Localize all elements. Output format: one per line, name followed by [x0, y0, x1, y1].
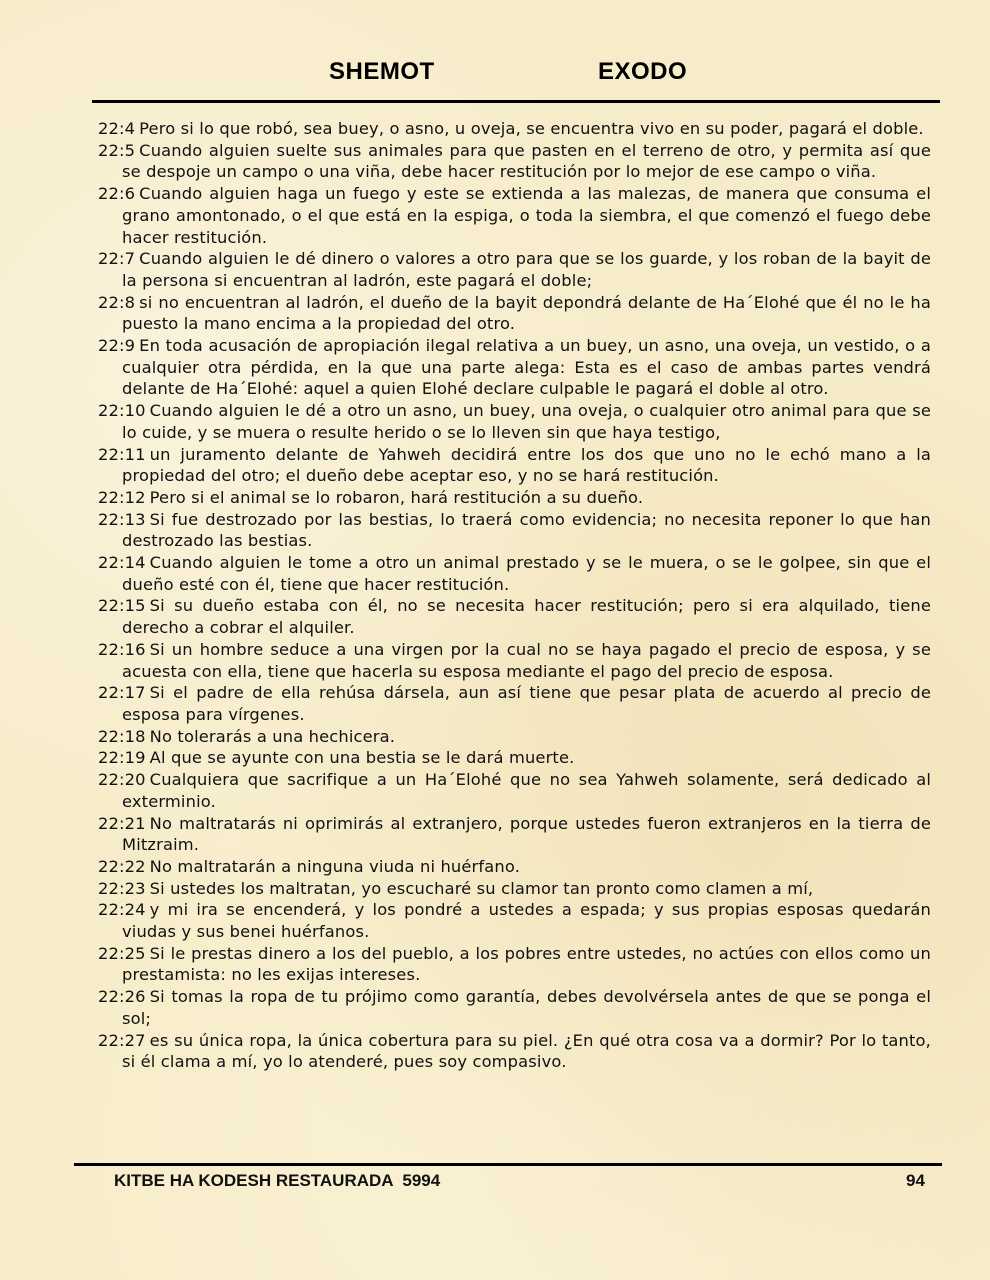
verse-ref: 22:16: [98, 639, 146, 659]
verse: [98, 943, 931, 986]
verse: [98, 509, 931, 552]
verse-text: En toda acusación de apropiación ilegal relativa a un buey, un asno, una oveja, un vestido, o a cualquier otra pérdida, en la que una parte alega: Esta es el caso de ambas partes vendrá delante de Ha´Elohé: aquel a quien Elohé declare culpable le pagará el doble al otro.: [122, 336, 931, 399]
verse: [98, 248, 931, 291]
verse: [98, 335, 931, 400]
verse: [98, 1030, 931, 1073]
verse-text: Cualquiera que sacrifique a un Ha´Elohé que no sea Yahweh solamente, será dedicado al exterminio.: [122, 770, 931, 811]
verse: [98, 292, 931, 335]
verse-ref: 22:15: [98, 596, 146, 616]
verse-ref: 22:5: [98, 140, 136, 160]
verse-ref: 22:11: [98, 444, 146, 464]
verse-text: si no encuentran al ladrón, el dueño de la bayit depondrá delante de Ha´Elohé que él no le ha puesto la mano encima a la propiedad del otro.: [122, 292, 931, 334]
verse-ref: 22:6: [98, 184, 136, 204]
verse-ref: 22:19: [98, 748, 146, 768]
verse-ref: 22:21: [98, 813, 146, 833]
verse-text: un juramento delante de Yahweh decidirá entre los dos que uno no le echó mano a la propiedad del otro; el dueño debe aceptar eso, y no se hará restitución.: [122, 444, 931, 486]
verse-text: No tolerarás a una hechicera.: [149, 726, 396, 746]
header-divider: [92, 100, 940, 103]
verse-ref: 22:8: [98, 292, 136, 312]
verse: [98, 747, 931, 769]
verse-text: y mi ira se encenderá, y los pondré a ustedes a espada; y sus propias esposas quedarán viudas y sus benei huérfanos.: [122, 900, 931, 942]
verse: [98, 552, 931, 595]
verse-ref: 22:7: [98, 249, 136, 269]
verse-list: [98, 118, 931, 1073]
verse-text: Cuando alguien haga un fuego y este se extienda a las malezas, de manera que consuma el grano amontonado, o el que está en la espiga, o toda la siembra, el que comenzó el fuego debe hacer restitución.: [122, 184, 931, 247]
verse-text: No maltratarán a ninguna viuda ni huérfano.: [149, 856, 521, 876]
verse-text: Pero si lo que robó, sea buey, o asno, u oveja, se encuentra vivo en su poder, pagará el doble.: [139, 119, 924, 138]
verse-ref: 22:25: [98, 943, 146, 963]
verse: [98, 878, 931, 900]
verse: [98, 183, 931, 248]
verse-text: Cuando alguien le tome a otro un animal prestado y se le muera, o se le golpee, sin que el dueño esté con él, tiene que hacer restitución.: [122, 553, 931, 594]
verse-text: Si fue destrozado por las bestias, lo traerá como evidencia; no necesita reponer lo que han destrozado las bestias.: [122, 509, 931, 551]
verse-ref: 22:14: [98, 553, 146, 573]
verse-text: Pero si el animal se lo robaron, hará restitución a su dueño.: [149, 487, 644, 507]
verse: [98, 986, 931, 1029]
verse-ref: 22:12: [98, 487, 146, 507]
verse-ref: 22:13: [98, 509, 146, 529]
page-number: 94: [906, 1171, 925, 1190]
verse: [98, 856, 931, 878]
header-hebrew-title: SHEMOT: [329, 58, 435, 85]
verse: [98, 400, 931, 443]
verse-text: Si ustedes los maltratan, yo escucharé su clamor tan pronto como clamen a mí,: [149, 878, 814, 898]
verse: [98, 682, 931, 725]
verse: [98, 813, 931, 856]
verse-text: Si el padre de ella rehúsa dársela, aun así tiene que pesar plata de acuerdo al precio de esposa para vírgenes.: [122, 683, 931, 724]
verse: [98, 595, 931, 638]
verse-text: Cuando alguien le dé dinero o valores a otro para que se los guarde, y los roban de la bayit de la persona si encuentran al ladrón, este pagará el doble;: [122, 249, 931, 290]
verse-ref: 22:26: [98, 987, 146, 1007]
footer-book-title: KITBE HA KODESH RESTAURADA 5994: [114, 1171, 441, 1190]
verse-ref: 22:23: [98, 878, 146, 898]
verse-ref: 22:17: [98, 683, 146, 703]
header-spanish-title: EXODO: [598, 58, 688, 85]
verse-text: Si su dueño estaba con él, no se necesita hacer restitución; pero si era alquilado, tiene derecho a cobrar el alquiler.: [122, 596, 931, 638]
verse: [98, 487, 931, 509]
verse-ref: 22:22: [98, 856, 146, 876]
page-header: [0, 58, 990, 92]
verse: [98, 444, 931, 487]
verse-text: Si le prestas dinero a los del pueblo, a los pobres entre ustedes, no actúes con ellos como un prestamista: no les exijas intereses.: [122, 943, 931, 985]
verse-text: Cuando alguien suelte sus animales para que pasten en el terreno de otro, y permita así que se despoje un campo o una viña, debe hacer restitución por lo mejor de ese campo o viña.: [122, 140, 931, 182]
verse: [98, 769, 931, 812]
verse-text: No maltratarás ni oprimirás al extranjero, porque ustedes fueron extranjeros en la tierra de Mitzraim.: [122, 813, 931, 855]
verse-ref: 22:24: [98, 900, 146, 920]
verse-text: Si tomas la ropa de tu prójimo como garantía, debes devolvérsela antes de que se ponga el sol;: [122, 987, 931, 1028]
verse-text: Al que se ayunte con una bestia se le dará muerte.: [149, 748, 575, 768]
verse-text: Si un hombre seduce a una virgen por la cual no se haya pagado el precio de esposa, y se acuesta con ella, tiene que hacerla su esposa mediante el pago del precio de esposa.: [122, 639, 931, 681]
verse-ref: 22:9: [98, 336, 136, 356]
verse-text: Cuando alguien le dé a otro un asno, un buey, una oveja, o cualquier otro animal para que se lo cuide, y se muera o resulte herido o se lo lleven sin que haya testigo,: [122, 401, 931, 442]
verse: [98, 140, 931, 183]
footer-divider: [74, 1163, 942, 1166]
verse-ref: 22:10: [98, 401, 146, 421]
verse: [98, 899, 931, 942]
verse-ref: 22:27: [98, 1030, 146, 1050]
verse: [98, 639, 931, 682]
verse-ref: 22:4: [98, 119, 136, 138]
verse-ref: 22:20: [98, 770, 146, 790]
verse: [98, 726, 931, 748]
verse-text: es su única ropa, la única cobertura para su piel. ¿En qué otra cosa va a dormir? Por lo tanto, si él clama a mí, yo lo atenderé, pues soy compasivo.: [122, 1030, 931, 1072]
verse: [98, 118, 931, 140]
verse-ref: 22:18: [98, 726, 146, 746]
